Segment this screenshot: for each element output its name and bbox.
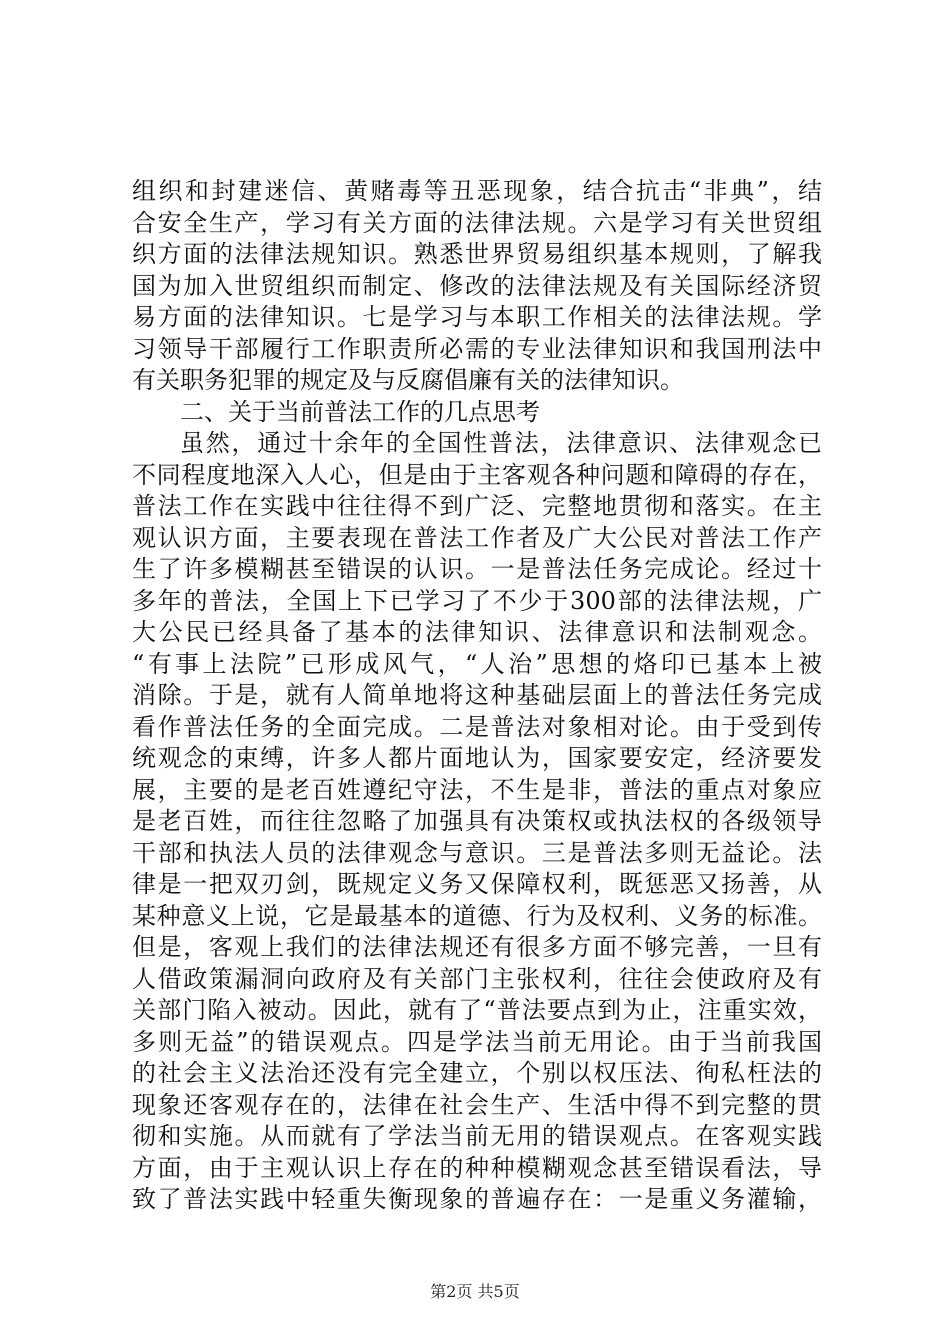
page-number-label: 第2页 共5页 xyxy=(430,1282,520,1301)
text-line: 现象还客观存在的，法律在社会生产、生活中得不到完整的贯 xyxy=(132,1090,822,1119)
text-line: 消除。于是，就有人简单地将这种基础层面上的普法任务完成 xyxy=(132,681,822,709)
text-line: 统观念的束缚，许多人都片面地认为，国家要安定，经济要发 xyxy=(132,744,822,772)
text-line: 易方面的法律知识。七是学习与本职工作相关的法律法规。学 xyxy=(132,303,822,331)
text-line: 律是一把双刃剑，既规定义务又保障权利，既惩恶又扬善，从 xyxy=(132,870,822,898)
text-line: 展，主要的是老百姓遵纪守法，不生是非，普法的重点对象应 xyxy=(132,775,822,804)
text-line: 有关职务犯罪的规定及与反腐倡廉有关的法律知识。 xyxy=(132,366,684,394)
text-line: 的社会主义法治还没有完全建立，个别以权压法、徇私枉法的 xyxy=(132,1059,822,1087)
text-line: 但是，客观上我们的法律法规还有很多方面不够完善，一旦有 xyxy=(132,933,822,961)
text-line: 国为加入世贸组织而制定、修改的法律法规及有关国际经济贸 xyxy=(132,271,822,300)
paragraph xyxy=(132,176,822,397)
document-body xyxy=(132,176,822,1216)
text-line: 人借政策漏洞向政府及有关部门主张权利，往往会使政府及有 xyxy=(132,964,822,993)
text-line: 不同程度地深入人心，但是由于主客观各种问题和障碍的存在， xyxy=(132,460,822,489)
paragraph xyxy=(132,428,822,1216)
text-line: 多年的普法，全国上下已学习了不少于300部的法律法规，广 xyxy=(132,586,822,615)
page-footer xyxy=(0,1279,950,1302)
text-line: 合安全生产，学习有关方面的法律法规。六是学习有关世贸组 xyxy=(132,208,822,237)
text-line: 关部门陷入被动。因此，就有了“普法要点到为止，注重实效， xyxy=(132,996,822,1024)
text-line: 某种意义上说，它是最基本的道德、行为及权利、义务的标准。 xyxy=(132,901,822,930)
text-line: 方面，由于主观认识上存在的种种模糊观念甚至错误看法，导 xyxy=(132,1153,822,1182)
text-line: 普法工作在实践中往往得不到广泛、完整地贯彻和落实。在主 xyxy=(132,492,822,520)
section-heading-text: 二、关于当前普法工作的几点思考 xyxy=(180,397,540,426)
section-heading xyxy=(132,397,822,429)
text-line: 多则无益”的错误观点。四是学法当前无用论。由于当前我国 xyxy=(132,1027,822,1056)
text-line: 彻和实施。从而就有了学法当前无用的错误观点。在客观实践 xyxy=(132,1122,822,1150)
text-line: 是老百姓，而往往忽略了加强具有决策权或执法权的各级领导 xyxy=(132,807,822,835)
text-line: 虽然，通过十余年的全国性普法，法律意识、法律观念已 xyxy=(180,429,822,457)
text-line: 大公民已经具备了基本的法律知识、法律意识和法制观念。 xyxy=(132,618,822,646)
text-line: 组织和封建迷信、黄赌毒等丑恶现象，结合抗击“非典”，结 xyxy=(132,177,822,205)
text-line: 致了普法实践中轻重失衡现象的普遍存在：一是重义务灌输， xyxy=(132,1185,822,1213)
text-line: 生了许多模糊甚至错误的认识。一是普法任务完成论。经过十 xyxy=(132,555,822,583)
text-line: 习领导干部履行工作职责所必需的专业法律知识和我国刑法中 xyxy=(132,334,822,363)
text-line: 干部和执法人员的法律观念与意识。三是普法多则无益论。法 xyxy=(132,838,822,867)
text-line: 织方面的法律法规知识。熟悉世界贸易组织基本规则，了解我 xyxy=(132,240,822,268)
text-line: 观认识方面，主要表现在普法工作者及广大公民对普法工作产 xyxy=(132,523,822,552)
text-line: 看作普法任务的全面完成。二是普法对象相对论。由于受到传 xyxy=(132,712,822,741)
text-line: “有事上法院”已形成风气，“人治”思想的烙印已基本上被 xyxy=(132,649,822,678)
